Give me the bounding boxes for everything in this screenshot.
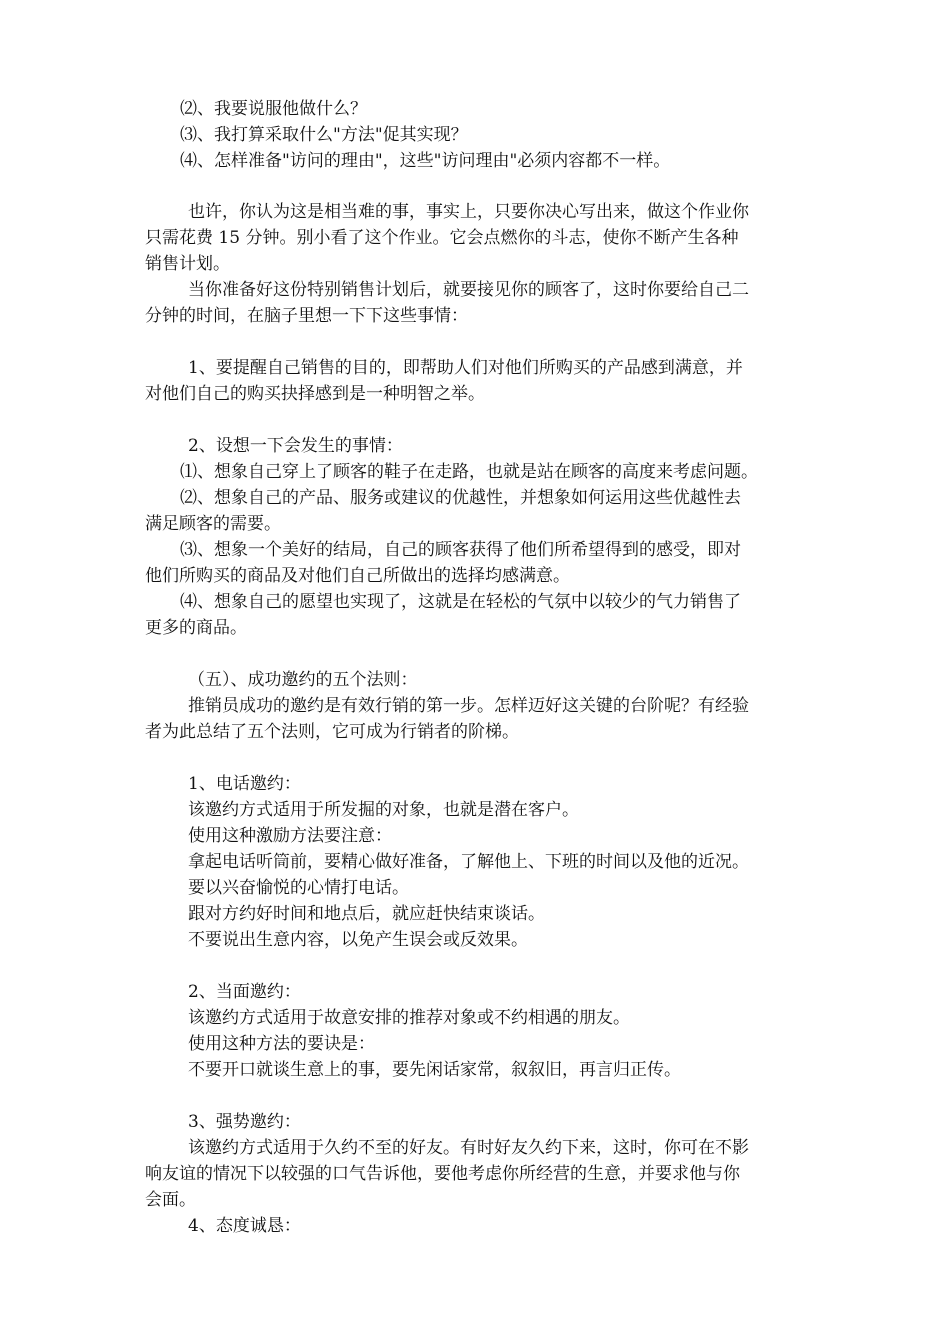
subheading: 1、电话邀约：	[188, 774, 301, 794]
text-line: 2、设想一下会发生的事情：	[188, 436, 403, 456]
text-line: 更多的商品。	[145, 618, 247, 638]
text-line: 对他们自己的购买抉择感到是一种明智之举。	[145, 384, 485, 404]
subheading: 2、当面邀约：	[188, 982, 301, 1002]
text-line: 该邀约方式适用于久约不至的好友。有时好友久约下来，这时，你可在不影	[188, 1138, 749, 1158]
text-line: 也许，你认为这是相当难的事，事实上，只要你决心写出来，做这个作业你	[188, 202, 749, 222]
text-line: 不要开口就谈生意上的事，要先闲话家常，叙叙旧，再言归正传。	[188, 1060, 681, 1080]
text-line: 不要说出生意内容，以免产生误会或反效果。	[188, 930, 528, 950]
text-line: ⑵、我要说服他做什么？	[180, 99, 367, 119]
text-line: 跟对方约好时间和地点后，就应赶快结束谈话。	[188, 904, 545, 924]
text-line: 使用这种激励方法要注意：	[188, 826, 392, 846]
text-line: 使用这种方法的要诀是：	[188, 1034, 375, 1054]
text-line: 该邀约方式适用于故意安排的推荐对象或不约相遇的朋友。	[188, 1008, 630, 1028]
subheading: 4、态度诚恳：	[188, 1216, 301, 1236]
text-line: 分钟的时间，在脑子里想一下下这些事情：	[145, 306, 468, 326]
text-line: 推销员成功的邀约是有效行销的第一步。怎样迈好这关键的台阶呢？有经验	[188, 696, 749, 716]
text-line: 只需花费 15 分钟。别小看了这个作业。它会点燃你的斗志，使你不断产生各种	[145, 228, 739, 248]
text-line: ⑷、想象自己的愿望也实现了，这就是在轻松的气氛中以较少的气力销售了	[180, 592, 741, 612]
text-line: ⑷、怎样准备"访问的理由"，这些"访问理由"必须内容都不一样。	[180, 151, 671, 171]
text-line: 该邀约方式适用于所发掘的对象，也就是潜在客户。	[188, 800, 579, 820]
text-line: ⑵、想象自己的产品、服务或建议的优越性，并想象如何运用这些优越性去	[180, 488, 741, 508]
text-line: 满足顾客的需要。	[145, 514, 281, 534]
text-line: 销售计划。	[145, 254, 230, 274]
text-line: 他们所购买的商品及对他们自己所做出的选择均感满意。	[145, 566, 570, 586]
text-line: 1、要提醒自己销售的目的，即帮助人们对他们所购买的产品感到满意，并	[188, 358, 743, 378]
text-line: 会面。	[145, 1190, 196, 1210]
text-line: ⑴、想象自己穿上了顾客的鞋子在走路，也就是站在顾客的高度来考虑问题。	[180, 462, 758, 482]
text-line: 要以兴奋愉悦的心情打电话。	[188, 878, 409, 898]
text-line: 拿起电话听筒前，要精心做好准备，了解他上、下班的时间以及他的近况。	[188, 852, 749, 872]
text-line: 者为此总结了五个法则，它可成为行销者的阶梯。	[145, 722, 519, 742]
text-line: 响友谊的情况下以较强的口气告诉他，要他考虑你所经营的生意，并要求他与你	[145, 1164, 740, 1184]
section-heading: （五）、成功邀约的五个法则：	[188, 670, 418, 690]
text-line: 当你准备好这份特别销售计划后，就要接见你的顾客了，这时你要给自己二	[188, 280, 749, 300]
text-line: ⑶、想象一个美好的结局，自己的顾客获得了他们所希望得到的感受，即对	[180, 540, 741, 560]
text-line: ⑶、我打算采取什么"方法"促其实现？	[180, 125, 468, 145]
subheading: 3、强势邀约：	[188, 1112, 301, 1132]
